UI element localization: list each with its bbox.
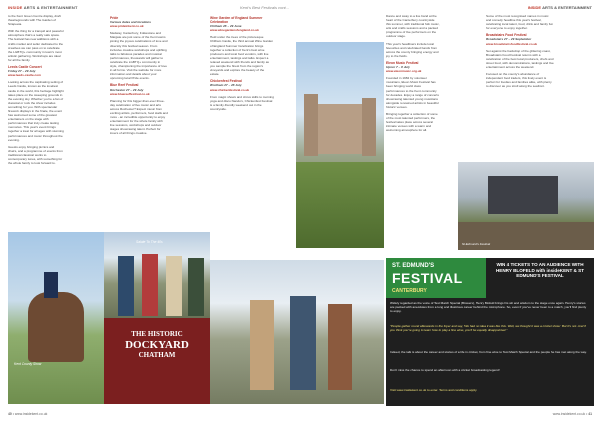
- st-edmunds-banner: [386, 258, 486, 298]
- header-left: [8, 5, 78, 10]
- festival-photo-caption: St Edmund's Festival: [462, 242, 491, 246]
- pride-paragraph: Medway, Canterbury, Folkestone and Margate are just some of the Kent towns joining the joyous celebrations of love and diversity this festival season. From inclusive creative workshops and uplifting talks to fabulous parades and musical performances, thousands will gather to celebrate the LGBTQ+ community in style, championing the importance of love in all forms. Visit the website for more information and details about your upcoming local Pride events.: [110, 31, 168, 81]
- chickenfest-dates: Wrotham 27 – 28 July: [210, 83, 242, 88]
- banner-line-3: CANTERBURY: [392, 288, 427, 294]
- col4-intro: Dance and sway to a live band at the heart of the Canterbury countryside this summer, with traditional folk music, arts and crafts sessions and a packed programme of live performers on the outdoor stage.: [386, 14, 440, 39]
- blue-reef-paragraph: Planning for this bigger-than-ever three-day celebration of live music and arts across Rochester? Expect music from exciting artists, performers, food stalls and more - an incredible opportunity to enjoy entertainment for the whole family with live sessions, workshops and outdoor stages showcasing talent. Perfect for lovers of all things creative.: [110, 98, 168, 136]
- header-center-title: Kent's Best Festivals cont...: [240, 5, 290, 10]
- family-person-1: [250, 300, 274, 390]
- chickenfest-heading: Chickenfest Festival: [210, 79, 242, 84]
- family-person-3: [328, 304, 352, 390]
- festival-photo: [458, 162, 594, 250]
- horse-show-photo: [8, 232, 104, 404]
- castle-photo: [296, 42, 384, 248]
- competition-paragraph-1: Widely regarded as the voice of Test Match Special (Blowers), Henry Blofeld brings his wit and wisdom to the stage once again. Henry's stories are packed with anecdotes from a long and illustrious career behind the microphone. So, even if you've never been to a match, you'll find plenty to enjoy.: [390, 301, 587, 314]
- broadstairs-heading: Broadstairs Food Festival: [486, 33, 527, 38]
- pride-dates: Various dates and locations: [110, 20, 151, 25]
- article-column-2: [110, 14, 168, 139]
- brand-right: INSIDE: [527, 5, 542, 10]
- blue-reef-dates: Rochester 27 – 29 July: [110, 87, 144, 92]
- family-photo: [210, 260, 384, 404]
- article-column-5: [486, 14, 554, 92]
- footer-left: 40 • www.insidekent.co.uk: [8, 412, 48, 416]
- article-column-3: [210, 14, 274, 114]
- blue-reef-url[interactable]: www.bluereeffestival.co.uk: [110, 91, 150, 96]
- dockyard-sign: [114, 330, 200, 360]
- pride-heading: Pride: [110, 16, 119, 20]
- eleon-url[interactable]: www.eleonmusic.org.uk: [386, 69, 422, 74]
- person-4: [188, 258, 204, 316]
- col4-paragraph: This year's headliners include local favourites and celebrated bands from across the county bringing energy and joy to the fields.: [386, 41, 439, 58]
- person-3: [166, 256, 182, 316]
- leeds-castle-dates: Friday 27 – 29 July: [8, 69, 36, 74]
- dockyard-sign-line-2: DOCKYARD: [125, 339, 189, 351]
- broadstairs-paragraph: Set against the backdrop of the glittering coast, Broadstairs Food Festival returns with a celebration of the best local producers, chefs and street food, with demonstrations, tastings and live entertainment across the weekend.: [486, 48, 554, 70]
- header-right: [528, 5, 592, 10]
- section-left: ARTS & ENTERTAINMENT: [23, 5, 78, 10]
- wine-garden-heading: Wine Garden of England Summer Celebration: [210, 16, 263, 25]
- competition-paragraph-2: Indeed, the talk is about the career and stories of a life in cricket, from fine wine to Test Match Special and the people he has met along the way.: [390, 350, 587, 354]
- horse-figure: [28, 292, 84, 362]
- dockyard-sign-line-1: THE HISTORIC: [131, 330, 183, 338]
- pride-url[interactable]: www.prideinkent.co.uk: [110, 24, 144, 29]
- broadstairs-paragraph-2: Focused on the county's abundance of independent food traders, this lively event is perfect for foodies and families alike, with plenty to discover as you stroll along the seafront.: [486, 72, 552, 89]
- wine-garden-paragraph: Held under the trees of the picturesque Chilham Castle, the third annual Wine Garden of England Summer Celebration brings together a collection of Kent's best wine producers and local food vendors, with live entertainment, tastings and talks. Expect a relaxed weekend with friends and family as you sample the finest from the region's vineyards and explore the beauty of the estate.: [210, 35, 274, 77]
- leeds-castle-paragraph: Looking across the captivating setting of Leeds Castle, known as the loveliest castle in the world, this heritage highlight takes place on the sweeping grounds in the evening sky. Whether you're a fan of classical or rock the show includes something for you. With spectacular firework displays in the finale, the event has welcomed some of the greatest entertainers on the stage with performances that truly create lasting memories. This year's event brings together a treat for all ages with stunning performances and music throughout the evening.: [8, 80, 64, 142]
- chickenfest-url[interactable]: www.chickenfestival.co.uk: [210, 87, 250, 92]
- footer-url-left[interactable]: www.insidekent.co.uk: [14, 412, 48, 416]
- page-header: [0, 0, 600, 12]
- col5-intro: Some of the most recognised names in music and comedy headline this year's festival, celebrating local talent, food, drink and family fun for everyone to enjoy together.: [486, 14, 554, 31]
- wine-garden-dates: Chilham 28 – 29 June: [210, 24, 242, 29]
- wine-garden-url[interactable]: www.winegardenofengland.co.uk: [210, 28, 259, 33]
- competition-title: WIN 4 TICKETS TO AN AUDIENCE WITH HENRY BLOFELD with insideKENT & ST EDMUND'S FESTIVAL: [495, 262, 585, 279]
- article-column-1: [8, 14, 64, 168]
- article-column-4: [386, 14, 440, 135]
- family-person-2: [290, 296, 316, 390]
- salute-caption: Salute To The 40s: [136, 240, 163, 244]
- banner-line-2: FESTIVAL: [392, 270, 463, 286]
- eleon-dates: Upnor 7 – 8 July: [386, 65, 410, 70]
- stage-structure: [488, 176, 558, 214]
- footer-url-right[interactable]: www.insidekent.co.uk: [552, 412, 586, 416]
- person-1: [118, 256, 134, 316]
- eleon-paragraph: Founded in 1982 by volunteer musicians, Eleon Music Festival has been bringing world class performances to the Kent community for decades. Enjoy a range of concerts showcasing talented young musicians alongside renowned artists in beautiful historic venues.: [386, 76, 439, 109]
- blue-reef-heading: Blue Reef Festival: [110, 83, 139, 88]
- page-number-left: 40: [8, 412, 12, 416]
- footer-right: www.insidekent.co.uk • 41: [552, 412, 592, 416]
- banner-line-1: ST. EDMUND'S: [392, 263, 435, 269]
- leeds-castle-paragraph-2: Guests enjoy bringing picnics and chairs, and a programme of events from traditional classical works to contemporary tunes, with something for the whole family to look forward to.: [8, 144, 63, 166]
- broadstairs-url[interactable]: www.broadstairsfoodfestival.co.uk: [486, 41, 538, 46]
- rider-figure: [44, 272, 58, 298]
- col1-intro: to the Kent Green Centre display, draft theatregrounds with The Garden of Sirapeeta.: [8, 14, 61, 27]
- dockyard-photo: [104, 318, 210, 404]
- castle-tower-right: [362, 98, 376, 156]
- competition-quote: "People gather round afterwards in the foyer and say, 'We had no idea it was like this. Well, we thought it was a cricket show.' But it's not. And if you think you're going to learn how to play a fine wine, you'll be equally disappointed.": [390, 324, 586, 333]
- col1-paragraph: With the thing for a tranquil and peaceful atmosphere that's a really safe space. The festival has new additions with a crafts market and seller dedicated to the creatives we can pass on to celebrate the LGBTQ+ community in town's most artistic gathering. Workshops are ideal for all the family.: [8, 29, 64, 62]
- competition-entry-link[interactable]: Visit www.insidekent.co.uk to enter. Terms and conditions apply.: [390, 388, 478, 392]
- brand-left: INSIDE: [8, 5, 23, 10]
- broadstairs-dates: Broadstairs 27 – 29 September: [486, 37, 532, 42]
- castle-tower-left: [304, 94, 318, 156]
- page-number-right: 41: [588, 412, 592, 416]
- chickenfest-paragraph: From magic shows and circus skills to morning yoga and disco Nando's, Chickenfest Festival is a family-friendly weekend out in the countryside.: [210, 94, 274, 111]
- eleon-paragraph-2: Bringing together a collection of some of the most talented performers, the festival takes place across several intimate venues with a warm and welcoming atmosphere for all.: [386, 111, 438, 133]
- eleon-heading: Eleon Music Festival: [386, 60, 419, 65]
- castle-building: [310, 104, 370, 154]
- horse-show-caption: Kent County Show: [14, 362, 42, 366]
- competition-paragraph-3: Don't miss the chance to spend an afternoon with a cricket broadcasting legend!: [390, 368, 500, 372]
- person-2: [142, 254, 158, 316]
- salute-photo: [104, 232, 210, 318]
- leeds-castle-url[interactable]: www.leeds-castle.com: [8, 73, 41, 78]
- section-right: ARTS & ENTERTAINMENT: [542, 5, 592, 10]
- castle-lawn: [296, 162, 384, 248]
- leeds-castle-heading: Leeds Castle Concert: [8, 65, 42, 70]
- dockyard-sign-line-3: CHATHAM: [138, 351, 176, 359]
